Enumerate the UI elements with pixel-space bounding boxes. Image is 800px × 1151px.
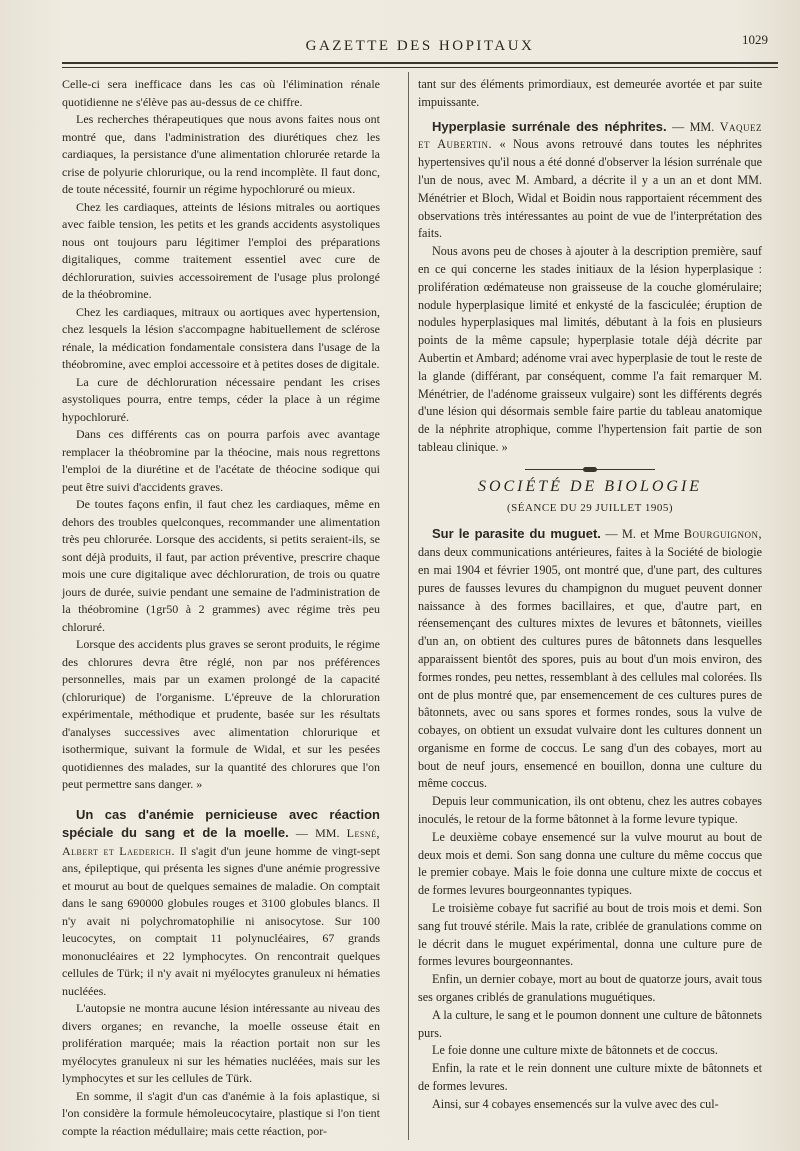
paragraph: La cure de déchloruration nécessaire pendant les crises asystoliques pourra, entre temps, céder la place à un régime hypochloruré. <box>62 374 380 424</box>
paragraph: De toutes façons enfin, il faut chez les cardiaques, même en dehors des troubles quelconques, recommander une alimentation très peu chlorurée. Lorsque des accidents, si petits seraient-ils, se sont déjà produits, il faut, par action préventive, prescrire chaque mois une cure digitalique avec déchloruration, de trois ou quatre jours de durée, suivie pendant une semaine de l'administration de la théobromine (1gr50 à 2 grammes) avec régime très peu chloruré. <box>62 497 380 634</box>
authors-prefix: — MM. <box>288 826 347 840</box>
paragraph: Nous avons peu de choses à ajouter à la description première, sauf en ce qui concerne les stades initiaux de la lésion hyperplasique : prolifération œdémateuse non graisseuse de la couche glomérulaire; nodule hyperplasique limité et enkysté de la fasciculée; éruption de nodules hyperplasiques mal limités, débutant à la fois en plusieurs points de la même capsule; hyperplasie totale déjà décrite par Aubertin et Ambard; adénome vrai avec hyperplasie de tout le reste de la glande (différant, par conséquent, comme l'a fait remarquer M. Ménétrier, de l'adénome graisseux vulgaire) sont les différents degrés d'une lésion qui désormais semble faire partie du tableau anatomique de la néphrite atrophique, comme l'hypertension fait partie de son tableau clinique. » <box>418 244 762 454</box>
paragraph: Depuis leur communication, ils ont obtenu, chez les autres cobayes inoculés, le retour de la forme bâtonnet à la forme levure typique. <box>418 794 762 827</box>
header-rule-thin <box>62 67 778 68</box>
paragraph: Lorsque des accidents plus graves se seront produits, le régime des chlorures devra être réglé, non par nos préférences personnelles, mais par un examen prolongé de la capacité (chlorurique) de l'organisme. L'épreuve de la chloruration expérimentale, méthodique et prudente, basée sur les résultats d'analyses successives avec alimentation chlorurique et isothermique, suivant la formule de Widal, et sur les pesées quotidiennes des malades, sur la quantité des chlorures que l'on peut permettre sans danger. » <box>62 637 380 791</box>
article-authors: Lesné, Albert et Laederich. <box>62 826 380 858</box>
article-muguet-lead <box>418 525 762 793</box>
right-column <box>418 76 762 1114</box>
paragraph: Enfin, la rate et le rein donnent une culture mixte de bâtonnets et de formes levures. <box>418 1061 762 1094</box>
article-title: Hyperplasie surrénale des néphrites. <box>432 118 667 134</box>
paragraph: En somme, il s'agit d'un cas d'anémie à la fois aplastique, si l'on considère la formule hémoleucocytaire, plastique si l'on tient compte la réaction médullaire; mais cette réaction, por- <box>62 1088 380 1138</box>
paragraph: tant sur des éléments primordiaux, est demeurée avortée et par suite impuissante. <box>418 77 762 109</box>
paragraph: A la culture, le sang et le poumon donnent une culture de bâtonnets purs. <box>418 1007 762 1040</box>
article-authors: Vaquez et Aubertin. <box>418 119 762 152</box>
paragraph: Le troisième cobaye fut sacrifié au bout de trois mois et demi. Son sang fut trouvé stérile. Mais la rate, criblée de granulations comme on le décrit dans le muguet expérimental, donna une culture pure de formes levures bourgeonnantes. <box>418 901 762 969</box>
section-heading: SOCIÉTÉ DE BIOLOGIE <box>477 477 703 495</box>
paragraph: Les recherches thérapeutiques que nous avons faites nous ont montré que, dans l'administration des diurétiques chez les cardiaques, la persistance d'une alimentation chlorurée retarde la crise de polyurie chlorurique, ou la rend incomplète. Il faut donc, de toute nécessité, fournir un régime hypochloruré ou mieux. <box>62 112 380 196</box>
page-number: 1029 <box>742 32 768 47</box>
paragraph: Celle-ci sera inefficace dans les cas où l'élimination rénale quotidienne ne s'élève pas au-dessus de ce chiffre. <box>62 77 380 109</box>
column-divider <box>408 72 409 1140</box>
paragraph: dans deux communications antérieures, faites à la Société de biologie en mai 1904 et février 1905, ont montré que, d'une part, des cultures pures de fausses levures du champignon du muguet peuvent donner naissance à des formes bacillaires, et que, d'autre part, en réensemençant des cultures mixtes de levures et bâtonnets, vieilles d'un an, on obtient des cultures pures de bâtonnets dans lesquelles apparaissent bientôt des spores, puis au bout d'un mois environ, des formes rondes, peu nettes, ressemblant à des cellules mal colorées. Ils ont de plus montré que, par ensemencement de ces cultures pures de bâtonnets, avec ou sans spores et formes rondes, sous la vulve de cobayes, on obtient un exsudat vulvaire dont les cultures donnent un organisme en forme de coccus. Le sang d'un des cobayes, mort au bout de neuf jours, ensemencé en bouillon, donna une culture du même coccus. <box>418 545 762 791</box>
paragraph: Ainsi, sur 4 cobayes ensemencés sur la vulve avec des cul- <box>432 1096 719 1111</box>
authors-prefix: — MM. <box>666 119 720 134</box>
paragraph: L'autopsie ne montra aucune lésion intéressante au niveau des divers organes; en revanche, la moelle osseuse était en prolifération marquée; mais la réaction portait non sur les myélocytes granuleux ni sur les hématies nucléées, mais sur les lymphocytes et sur les cellules de Türk. <box>62 1001 380 1085</box>
paragraph: Le foie donne une culture mixte de bâtonnets et de coccus. <box>432 1043 718 1058</box>
article-anemia-lead <box>62 806 380 1001</box>
paragraph: « Nous avons retrouvé dans toutes les néphrites hypertensives qu'il nous a été donné d'observer la lésion surrénale que l'un de nous, avec M. Ambard, a décrite il y a un an et dont MM. Ménétrier et Bloch, Widal et Boidin nous rapportaient récemment des observations très intéressantes au point de vue de l'interprétation des faits. <box>418 137 762 241</box>
article-title: Un cas d'anémie pernicieuse avec réaction spéciale du sang et de la moelle. <box>62 806 380 840</box>
left-column <box>62 76 380 1140</box>
journal-title: GAZETTE DES HOPITAUX <box>305 38 535 54</box>
paragraph: Enfin, un dernier cobaye, mort au bout de quatorze jours, avait tous ses organes criblés de granulations muguétiques. <box>418 972 762 1005</box>
paragraph: Dans ces différents cas on pourra parfois avec avantage remplacer la théobromine par la théocine, mais nous regrettons l'emploi de la diurétine et de l'acétate de théocine sodique qui peut être suivi d'accidents graves. <box>62 427 380 494</box>
page-header <box>60 30 780 70</box>
article-title: Sur le parasite du muguet. <box>432 526 601 542</box>
paragraph: Il s'agit d'un jeune homme de vingt-sept ans, épileptique, qui présenta les signes d'une anémie progressive et mourut au bout de quelques semaines de maladie. On comptait dans le sang 690000 globules rouges et 3100 globules blancs. Il n'y avait ni polychromatophilie ni anisocytose. Sur 100 leucocytes, on comptait 11 polynucléaires, 67 grands mononucléaires et 22 lymphocytes. On rencontrait quelques cellules de Türk; il n'y avait ni myélocytes granuleux ni hématies nucléées. <box>62 843 381 998</box>
header-rule <box>62 62 778 64</box>
article-authors: Bourguignon, <box>683 527 763 542</box>
article-hyperplasie-lead <box>418 118 762 244</box>
section-ornament <box>525 469 655 470</box>
paragraph: Chez les cardiaques, mitraux ou aortiques avec hypertension, chez lesquels la lésion s'accompagne habituellement de sclérose rénale, la médication fondamentale consistera dans l'usage de la théobromine, avec emploi accessoire et à petites doses de digitale. <box>62 304 380 371</box>
session-date: (SÉANCE DU 29 JUILLET 1905) <box>506 501 674 514</box>
paragraph: Chez les cardiaques, atteints de lésions mitrales ou aortiques avec faible tension, les petits et les grands accidents asystoliques nous ont toujours paru légitimer l'emploi des préparations digitaliques, comme traitement essentiel avec cure de déchloruration, suivies accessoirement de l'usage plus prolongé de la théobromine. <box>62 199 380 301</box>
authors-prefix: — M. et Mme <box>600 527 684 542</box>
paragraph: Le deuxième cobaye ensemencé sur la vulve mourut au bout de deux mois et demi. Son sang donna une culture du même coccus que le premier cobaye. Mais le foie donna une culture mixte de coccus et de formes levures bourgeonnantes typiques. <box>418 829 762 898</box>
